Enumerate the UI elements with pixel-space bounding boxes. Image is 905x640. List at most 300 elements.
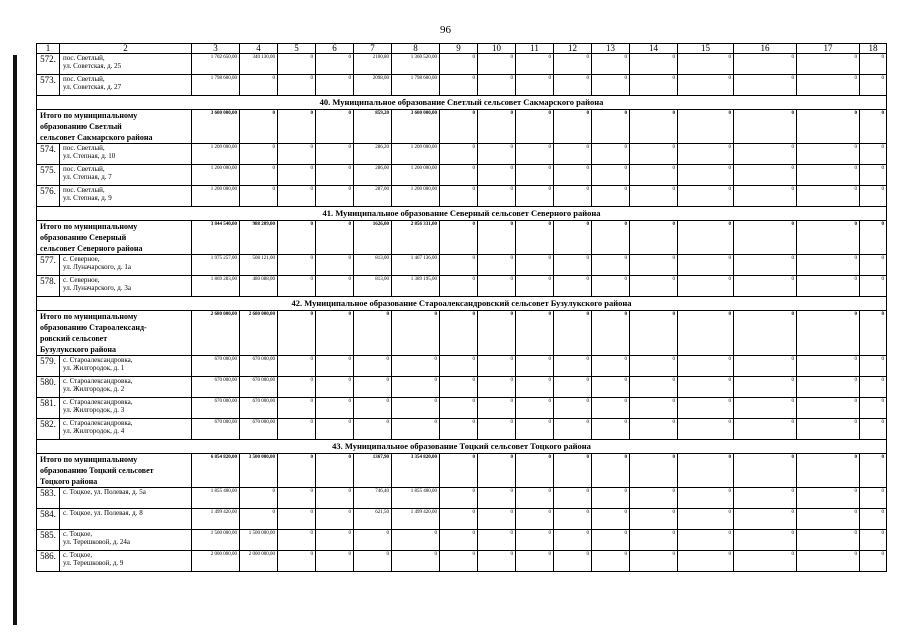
column-header-cell: 12 xyxy=(554,44,592,54)
value-cell: 0 xyxy=(516,144,554,165)
value-cell: 0 xyxy=(278,377,316,398)
section-title-row xyxy=(37,207,887,221)
value-cell: 0 xyxy=(392,398,440,419)
value-cell: 0 xyxy=(440,356,478,377)
column-header-cell: 1 xyxy=(37,44,60,54)
value-cell: 0 xyxy=(592,276,630,297)
value-cell: 0 xyxy=(734,509,797,530)
value-cell: 0 xyxy=(860,255,887,276)
value-cell: 0 xyxy=(678,276,734,297)
value-cell: 0 xyxy=(354,377,392,398)
total-row xyxy=(37,454,887,488)
total-label-line: Итого по муниципальному xyxy=(40,222,138,231)
value-cell: 0 xyxy=(630,144,678,165)
value-cell: 0 xyxy=(440,255,478,276)
value-cell: 0 xyxy=(734,221,797,255)
value-cell: 0 xyxy=(860,530,887,551)
value-cell: 621,50 xyxy=(354,509,392,530)
total-label-line: ровский сельсовет xyxy=(40,334,108,343)
section-title-row xyxy=(37,297,887,311)
table-row xyxy=(37,551,887,572)
table-row xyxy=(37,419,887,440)
value-cell: 746,40 xyxy=(354,488,392,509)
value-cell: 0 xyxy=(316,75,354,96)
address-line: пос. Светлый, xyxy=(63,186,105,194)
address-line: ул. Терешковой, д. 24а xyxy=(63,538,131,546)
table-row xyxy=(37,75,887,96)
value-cell: 0 xyxy=(592,75,630,96)
value-cell: 0 xyxy=(278,454,316,488)
table-row xyxy=(37,54,887,75)
value-cell: 0 xyxy=(797,551,860,572)
value-cell: 0 xyxy=(630,75,678,96)
value-cell: 0 xyxy=(316,551,354,572)
value-cell: 0 xyxy=(734,454,797,488)
value-cell: 1 200 000,00 xyxy=(392,186,440,207)
value-cell: 0 xyxy=(440,551,478,572)
address-cell xyxy=(60,551,192,572)
total-label-cell xyxy=(37,221,192,255)
value-cell: 0 xyxy=(678,398,734,419)
table-row xyxy=(37,530,887,551)
address-line: ул. Степная, д. 9 xyxy=(63,194,112,202)
value-cell: 2098,00 xyxy=(354,75,392,96)
address-cell xyxy=(60,398,192,419)
total-label-line: сельсовет Северного района xyxy=(40,244,143,253)
value-cell: 0 xyxy=(316,509,354,530)
value-cell: 0 xyxy=(440,54,478,75)
row-number-cell: 580. xyxy=(37,377,60,398)
value-cell: 0 xyxy=(278,356,316,377)
value-cell: 0 xyxy=(478,356,516,377)
value-cell: 0 xyxy=(440,165,478,186)
value-cell: 0 xyxy=(278,255,316,276)
table-row xyxy=(37,509,887,530)
value-cell: 0 xyxy=(797,488,860,509)
address-cell xyxy=(60,377,192,398)
value-cell: 0 xyxy=(516,110,554,144)
value-cell: 0 xyxy=(554,398,592,419)
row-number-cell: 582. xyxy=(37,419,60,440)
value-cell: 0 xyxy=(554,221,592,255)
value-cell: 0 xyxy=(554,75,592,96)
value-cell: 0 xyxy=(592,144,630,165)
row-number-cell: 586. xyxy=(37,551,60,572)
value-cell: 286,20 xyxy=(354,144,392,165)
value-cell: 0 xyxy=(678,551,734,572)
value-cell: 2 680 000,00 xyxy=(240,311,278,356)
address-cell xyxy=(60,165,192,186)
section-title: 42. Муниципальное образование Староалександровский сельсовет Бузулукского района xyxy=(37,297,887,311)
value-cell: 0 xyxy=(440,530,478,551)
value-cell: 0 xyxy=(797,75,860,96)
value-cell: 0 xyxy=(678,75,734,96)
value-cell: 0 xyxy=(734,530,797,551)
row-number-cell: 573. xyxy=(37,75,60,96)
value-cell: 0 xyxy=(316,276,354,297)
value-cell: 0 xyxy=(478,398,516,419)
value-cell: 0 xyxy=(316,144,354,165)
column-header-cell: 6 xyxy=(316,44,354,54)
value-cell: 0 xyxy=(354,530,392,551)
value-cell: 0 xyxy=(278,419,316,440)
table-row xyxy=(37,488,887,509)
value-cell: 0 xyxy=(678,509,734,530)
address-line: с. Староалександровка, xyxy=(63,356,133,364)
value-cell: 0 xyxy=(734,419,797,440)
value-cell: 1 389 195,00 xyxy=(392,276,440,297)
value-cell: 0 xyxy=(354,311,392,356)
value-cell: 1 467 136,00 xyxy=(392,255,440,276)
value-cell: 0 xyxy=(516,276,554,297)
value-cell: 0 xyxy=(734,75,797,96)
value-cell: 0 xyxy=(797,377,860,398)
value-cell: 0 xyxy=(797,454,860,488)
address-cell xyxy=(60,530,192,551)
value-cell: 0 xyxy=(678,454,734,488)
value-cell: 0 xyxy=(392,311,440,356)
value-cell: 0 xyxy=(734,377,797,398)
address-line: с. Тоцкое, xyxy=(63,551,93,559)
value-cell: 0 xyxy=(797,186,860,207)
value-cell: 0 xyxy=(516,54,554,75)
value-cell: 0 xyxy=(678,377,734,398)
column-header-row xyxy=(37,44,887,54)
row-number-cell: 585. xyxy=(37,530,60,551)
value-cell: 0 xyxy=(554,165,592,186)
address-line: пос. Светлый, xyxy=(63,165,105,173)
value-cell: 670 000,00 xyxy=(192,419,240,440)
value-cell: 0 xyxy=(592,110,630,144)
value-cell: 0 xyxy=(630,530,678,551)
value-cell: 0 xyxy=(592,551,630,572)
table-body xyxy=(37,44,887,572)
data-table xyxy=(36,43,887,572)
table-row xyxy=(37,186,887,207)
value-cell: 0 xyxy=(592,509,630,530)
value-cell: 0 xyxy=(592,454,630,488)
value-cell: 0 xyxy=(860,398,887,419)
value-cell: 1 869 283,00 xyxy=(192,276,240,297)
value-cell: 1626,00 xyxy=(354,221,392,255)
value-cell: 0 xyxy=(316,221,354,255)
row-number-cell: 576. xyxy=(37,186,60,207)
value-cell: 0 xyxy=(392,419,440,440)
value-cell: 0 xyxy=(554,110,592,144)
value-cell: 0 xyxy=(630,54,678,75)
address-line: с. Тоцкое, xyxy=(63,530,93,538)
table-row xyxy=(37,255,887,276)
value-cell: 1 499 420,00 xyxy=(392,509,440,530)
value-cell: 0 xyxy=(554,454,592,488)
value-cell: 0 xyxy=(630,377,678,398)
address-line: ул. Советская, д. 25 xyxy=(63,62,122,70)
address-line: ул. Жилгородок, д. 4 xyxy=(63,427,125,435)
address-cell xyxy=(60,54,192,75)
row-number-cell: 581. xyxy=(37,398,60,419)
value-cell: 0 xyxy=(678,356,734,377)
value-cell: 0 xyxy=(278,221,316,255)
value-cell: 0 xyxy=(316,186,354,207)
value-cell: 0 xyxy=(354,419,392,440)
total-label-line: Итого по муниципальному xyxy=(40,111,138,120)
address-cell xyxy=(60,186,192,207)
section-title: 40. Муниципальное образование Светлый сельсовет Сакмарского района xyxy=(37,96,887,110)
row-number-cell: 574. xyxy=(37,144,60,165)
column-header-cell: 16 xyxy=(734,44,797,54)
address-cell xyxy=(60,509,192,530)
value-cell: 0 xyxy=(592,488,630,509)
value-cell: 0 xyxy=(440,454,478,488)
value-cell: 1 975 257,00 xyxy=(192,255,240,276)
value-cell: 0 xyxy=(478,186,516,207)
value-cell: 0 xyxy=(316,377,354,398)
value-cell: 0 xyxy=(316,488,354,509)
column-header-cell: 4 xyxy=(240,44,278,54)
table-row xyxy=(37,377,887,398)
value-cell: 0 xyxy=(592,419,630,440)
value-cell: 0 xyxy=(554,276,592,297)
value-cell: 3 600 000,00 xyxy=(192,110,240,144)
value-cell: 3 600 000,00 xyxy=(392,110,440,144)
value-cell: 0 xyxy=(278,144,316,165)
value-cell: 0 xyxy=(592,377,630,398)
value-cell: 480 088,00 xyxy=(240,276,278,297)
table-row xyxy=(37,165,887,186)
value-cell: 0 xyxy=(860,144,887,165)
value-cell: 0 xyxy=(797,276,860,297)
value-cell: 0 xyxy=(554,530,592,551)
value-cell: 0 xyxy=(797,54,860,75)
value-cell: 1 200 000,00 xyxy=(192,186,240,207)
value-cell: 0 xyxy=(630,255,678,276)
value-cell: 0 xyxy=(240,509,278,530)
address-line: ул. Жилгородок, д. 2 xyxy=(63,385,125,393)
address-cell xyxy=(60,144,192,165)
value-cell: 1 200 000,00 xyxy=(392,165,440,186)
address-line: с. Староалександровка, xyxy=(63,419,133,427)
value-cell: 0 xyxy=(678,144,734,165)
value-cell: 0 xyxy=(478,75,516,96)
total-label-cell xyxy=(37,454,192,488)
total-row xyxy=(37,311,887,356)
value-cell: 0 xyxy=(734,144,797,165)
value-cell: 1367,90 xyxy=(354,454,392,488)
value-cell: 0 xyxy=(354,551,392,572)
value-cell: 0 xyxy=(278,75,316,96)
address-line: ул. Терешковой, д. 9 xyxy=(63,559,124,567)
value-cell: 0 xyxy=(478,530,516,551)
value-cell: 0 xyxy=(797,144,860,165)
value-cell: 0 xyxy=(316,165,354,186)
value-cell: 0 xyxy=(278,509,316,530)
value-cell: 1 200 000,00 xyxy=(392,144,440,165)
column-header-cell: 8 xyxy=(392,44,440,54)
value-cell: 0 xyxy=(278,551,316,572)
address-line: ул. Степная, д. 7 xyxy=(63,173,112,181)
column-header-cell: 17 xyxy=(797,44,860,54)
value-cell: 0 xyxy=(316,398,354,419)
value-cell: 2 856 331,00 xyxy=(392,221,440,255)
value-cell: 0 xyxy=(734,54,797,75)
address-line: пос. Светлый, xyxy=(63,75,105,83)
value-cell: 0 xyxy=(734,276,797,297)
value-cell: 0 xyxy=(860,377,887,398)
value-cell: 0 xyxy=(278,110,316,144)
value-cell: 0 xyxy=(392,356,440,377)
value-cell: 0 xyxy=(478,110,516,144)
value-cell: 2 680 000,00 xyxy=(192,311,240,356)
value-cell: 0 xyxy=(797,356,860,377)
value-cell: 0 xyxy=(440,186,478,207)
value-cell: 0 xyxy=(797,255,860,276)
value-cell: 0 xyxy=(860,356,887,377)
section-title-row xyxy=(37,440,887,454)
value-cell: 0 xyxy=(478,551,516,572)
value-cell: 0 xyxy=(554,551,592,572)
value-cell: 0 xyxy=(592,398,630,419)
value-cell: 0 xyxy=(630,356,678,377)
value-cell: 0 xyxy=(592,54,630,75)
value-cell: 6 854 820,00 xyxy=(192,454,240,488)
value-cell: 0 xyxy=(516,454,554,488)
value-cell: 0 xyxy=(734,255,797,276)
value-cell: 0 xyxy=(316,356,354,377)
value-cell: 0 xyxy=(554,356,592,377)
value-cell: 0 xyxy=(860,221,887,255)
value-cell: 0 xyxy=(354,398,392,419)
value-cell: 0 xyxy=(516,311,554,356)
value-cell: 0 xyxy=(392,530,440,551)
value-cell: 0 xyxy=(316,311,354,356)
value-cell: 0 xyxy=(516,488,554,509)
value-cell: 0 xyxy=(278,398,316,419)
value-cell: 0 xyxy=(316,54,354,75)
address-line: ул. Жилгородок, д. 1 xyxy=(63,364,125,372)
value-cell: 0 xyxy=(860,110,887,144)
address-cell xyxy=(60,419,192,440)
value-cell: 0 xyxy=(240,165,278,186)
column-header-cell: 3 xyxy=(192,44,240,54)
value-cell: 0 xyxy=(630,551,678,572)
value-cell: 859,20 xyxy=(354,110,392,144)
value-cell: 670 000,00 xyxy=(192,356,240,377)
value-cell: 0 xyxy=(797,110,860,144)
value-cell: 0 xyxy=(734,356,797,377)
address-line: с. Северное, xyxy=(63,276,100,284)
value-cell: 0 xyxy=(554,377,592,398)
value-cell: 813,00 xyxy=(354,276,392,297)
value-cell: 2 000 000,00 xyxy=(240,551,278,572)
value-cell: 0 xyxy=(630,165,678,186)
value-cell: 0 xyxy=(592,186,630,207)
value-cell: 0 xyxy=(440,110,478,144)
value-cell: 0 xyxy=(797,398,860,419)
address-line: с. Тоцкое, ул. Полевая, д. 5а xyxy=(63,488,146,496)
value-cell: 1 200 000,00 xyxy=(192,144,240,165)
value-cell: 0 xyxy=(516,509,554,530)
total-row xyxy=(37,110,887,144)
value-cell: 0 xyxy=(278,165,316,186)
value-cell: 3 500 000,00 xyxy=(240,454,278,488)
value-cell: 0 xyxy=(630,186,678,207)
address-line: ул. Степная, д. 10 xyxy=(63,152,116,160)
address-cell xyxy=(60,75,192,96)
address-line: ул. Советская, д. 27 xyxy=(63,83,122,91)
section-title: 41. Муниципальное образование Северный сельсовет Северного района xyxy=(37,207,887,221)
value-cell: 0 xyxy=(860,488,887,509)
value-cell: 0 xyxy=(630,488,678,509)
value-cell: 1 702 650,00 xyxy=(192,54,240,75)
address-cell xyxy=(60,356,192,377)
value-cell: 0 xyxy=(678,488,734,509)
value-cell: 0 xyxy=(592,356,630,377)
value-cell: 0 xyxy=(478,276,516,297)
value-cell: 0 xyxy=(734,110,797,144)
value-cell: 0 xyxy=(797,311,860,356)
value-cell: 0 xyxy=(440,419,478,440)
table-row xyxy=(37,276,887,297)
address-line: с. Северное, xyxy=(63,255,100,263)
column-header-cell: 5 xyxy=(278,44,316,54)
total-label-line: Итого по муниципальному xyxy=(40,455,138,464)
value-cell: 0 xyxy=(516,186,554,207)
value-cell: 0 xyxy=(860,54,887,75)
address-line: пос. Светлый, xyxy=(63,54,105,62)
total-label-line: образованию Светлый xyxy=(40,122,122,131)
value-cell: 0 xyxy=(797,419,860,440)
total-label-cell xyxy=(37,311,192,356)
value-cell: 0 xyxy=(478,165,516,186)
value-cell: 670 000,00 xyxy=(192,377,240,398)
total-label-line: Тоцкого района xyxy=(40,477,98,486)
value-cell: 0 xyxy=(678,311,734,356)
value-cell: 0 xyxy=(554,488,592,509)
table-row xyxy=(37,398,887,419)
value-cell: 0 xyxy=(278,530,316,551)
value-cell: 0 xyxy=(316,454,354,488)
address-line: с. Староалександровка, xyxy=(63,377,133,385)
value-cell: 0 xyxy=(630,398,678,419)
address-cell xyxy=(60,276,192,297)
value-cell: 0 xyxy=(354,356,392,377)
value-cell: 0 xyxy=(797,509,860,530)
value-cell: 988 209,00 xyxy=(240,221,278,255)
value-cell: 0 xyxy=(797,221,860,255)
value-cell: 0 xyxy=(860,311,887,356)
value-cell: 0 xyxy=(592,530,630,551)
value-cell: 0 xyxy=(516,221,554,255)
address-line: ул. Жилгородок, д. 3 xyxy=(63,406,125,414)
value-cell: 0 xyxy=(240,186,278,207)
value-cell: 0 xyxy=(240,144,278,165)
value-cell: 0 xyxy=(630,454,678,488)
value-cell: 0 xyxy=(478,311,516,356)
value-cell: 0 xyxy=(734,165,797,186)
value-cell: 0 xyxy=(678,255,734,276)
row-number-cell: 578. xyxy=(37,276,60,297)
value-cell: 1 855 400,00 xyxy=(392,488,440,509)
value-cell: 0 xyxy=(554,186,592,207)
value-cell: 0 xyxy=(734,551,797,572)
value-cell: 508 121,00 xyxy=(240,255,278,276)
total-label-line: образованию Северный xyxy=(40,233,127,242)
value-cell: 1 798 600,00 xyxy=(192,75,240,96)
value-cell: 0 xyxy=(630,311,678,356)
value-cell: 0 xyxy=(678,110,734,144)
total-label-line: Бузулукского района xyxy=(40,345,116,354)
value-cell: 2 000 000,00 xyxy=(192,551,240,572)
